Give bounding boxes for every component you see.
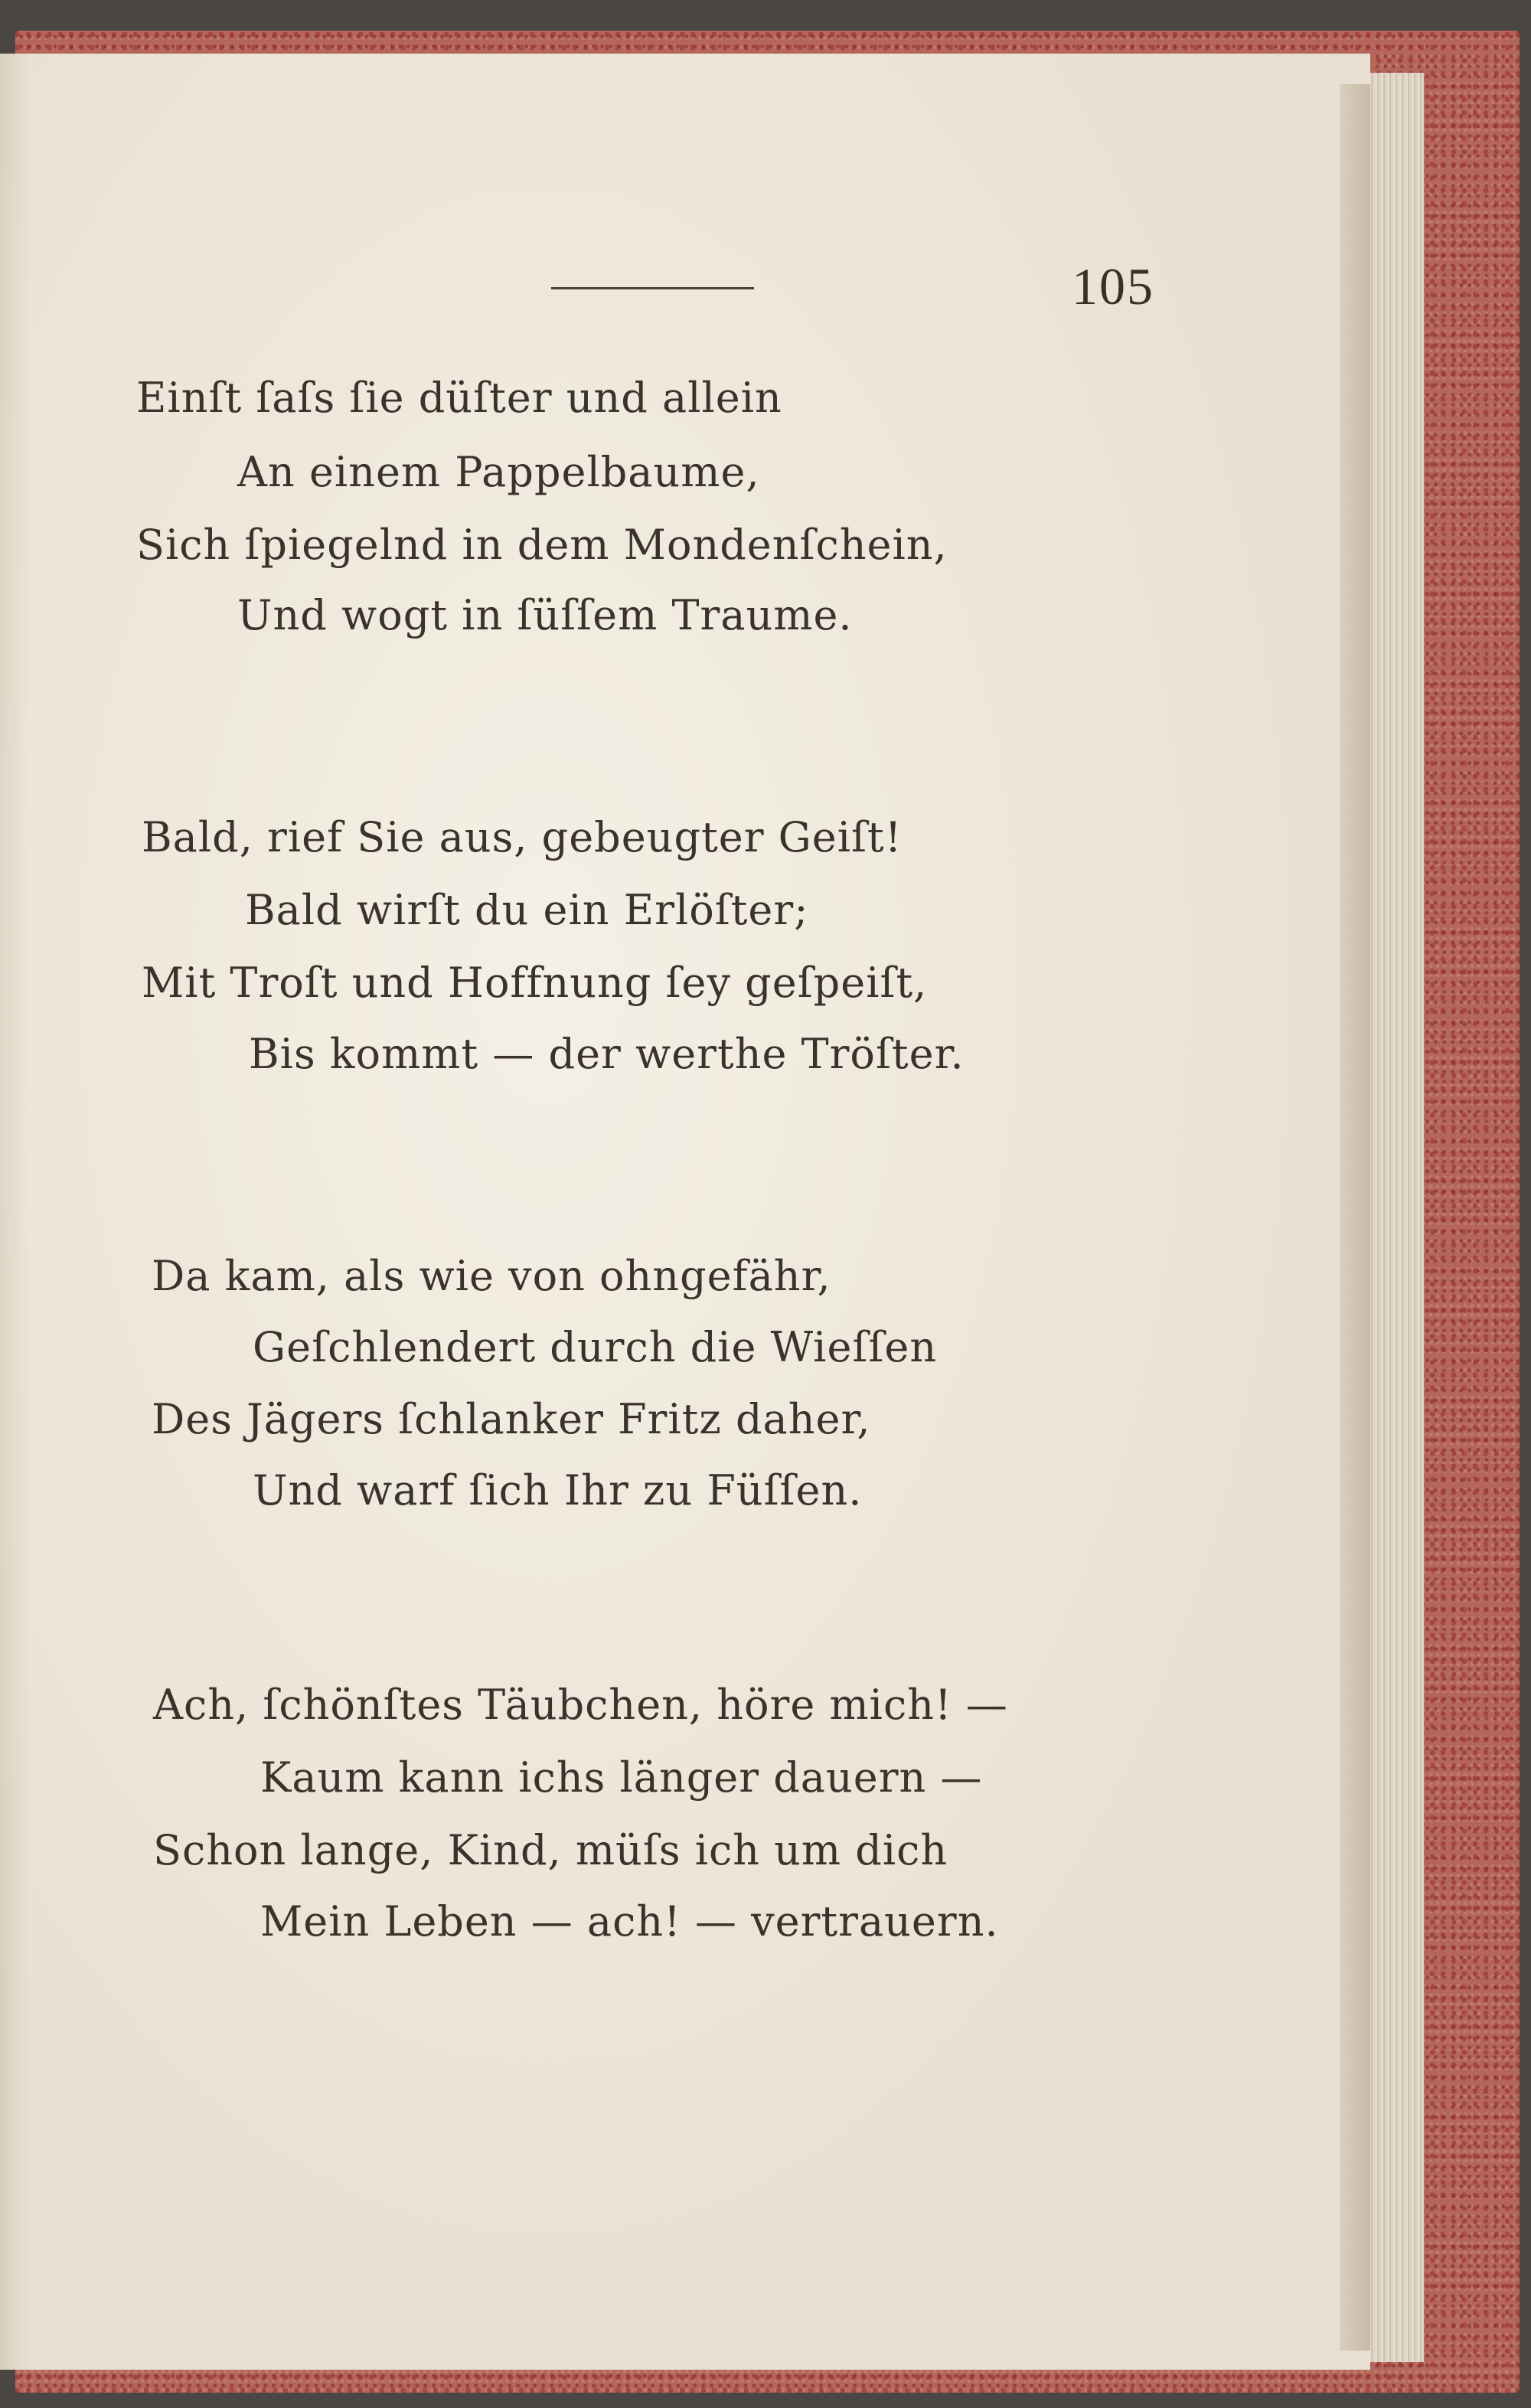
page-edge-shadow — [1340, 84, 1370, 2351]
page-number: 105 — [1072, 257, 1154, 315]
poem-line: Da kam, als wie von ohngefähr, — [152, 1252, 831, 1300]
poem-line: Mit Troſt und Hoffnung ſey geſpeiſt, — [142, 959, 928, 1007]
poem-line: An einem Pappelbaume, — [237, 448, 760, 496]
poem-line: Sich ſpiegelnd in dem Mondenſchein, — [136, 521, 948, 569]
poem-line: Geſchlendert durch die Wieſſen — [253, 1323, 938, 1371]
poem-line: Bis kommt — der werthe Tröſter. — [249, 1030, 965, 1078]
poem-line: Mein Leben — ach! — vertrauern. — [260, 1897, 999, 1946]
poem-line: Bald, rief Sie aus, gebeugter Geiſt! — [142, 813, 903, 861]
poem-line: Und wogt in ſüſſem Traume. — [237, 591, 853, 639]
poem-line: Des Jägers ſchlanker Fritz daher, — [152, 1395, 871, 1443]
poem-line: Bald wirſt du ein Erlöſter; — [245, 886, 809, 934]
poem-line: Einſt ſaſs ſie düſter und allein — [136, 374, 782, 422]
poem-line: Und warf ſich Ihr zu Füſſen. — [253, 1466, 863, 1514]
poem-line: Kaum kann ichs länger dauern — — [260, 1753, 983, 1802]
poem-line: Schon lange, Kind, müſs ich um dich — [153, 1826, 948, 1874]
poem-line: Ach, ſchönſtes Täubchen, höre mich! — — [153, 1681, 1008, 1729]
